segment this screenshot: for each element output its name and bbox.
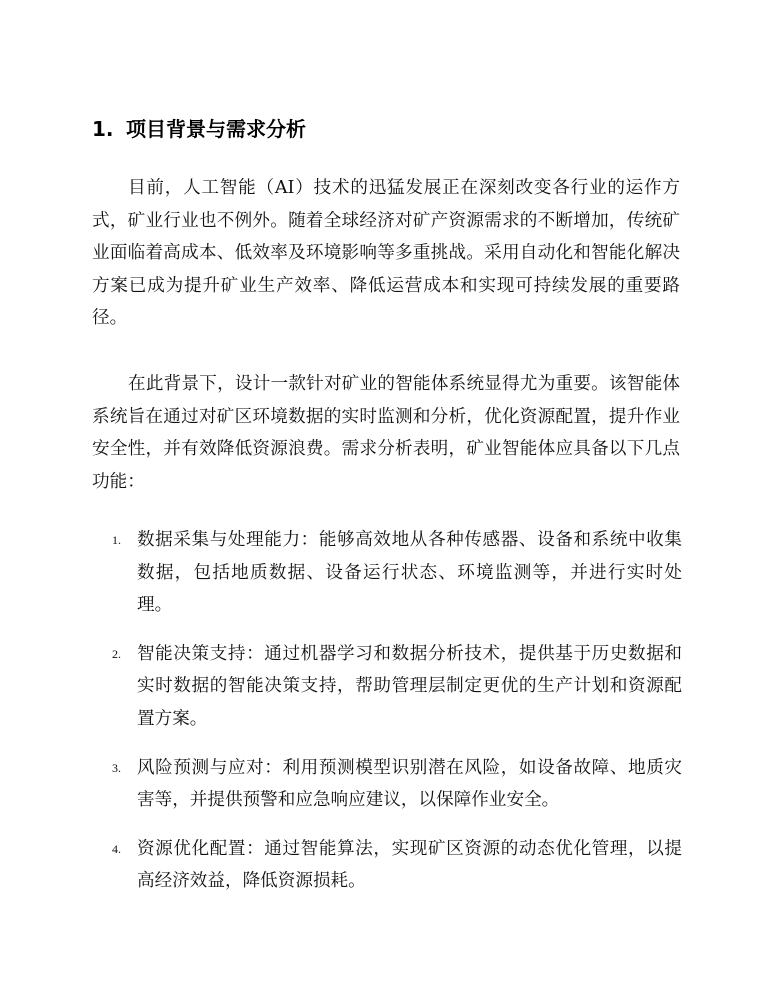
list-item — [92, 752, 682, 817]
section-number: 1. — [92, 117, 114, 141]
paragraph-requirements-intro: 在此背景下，设计一款针对矿业的智能体系统显得尤为重要。该智能体系统旨在通过对矿区环境数据的实时监测和分析，优化资源配置，提升作业安全性，并有效降低资源浪费。需求分析表明，矿业智能体应具备以下几点功能： — [92, 374, 680, 492]
list-marker: 4. — [112, 841, 121, 856]
list-item-text: 智能决策支持：通过机器学习和数据分析技术，提供基于历史数据和实时数据的智能决策支持，帮助管理层制定更优的生产计划和资源配置方案。 — [137, 643, 682, 729]
list-item-text: 风险预测与应对：利用预测模型识别潜在风险，如设备故障、地质灾害等，并提供预警和应急响应建议，以保障作业安全。 — [137, 757, 682, 811]
list-item — [92, 833, 682, 898]
list-item-text: 数据采集与处理能力：能够高效地从各种传感器、设备和系统中收集数据，包括地质数据、设备运行状态、环境监测等，并进行实时处理。 — [137, 530, 682, 616]
paragraph-background: 目前，人工智能（AI）技术的迅猛发展正在深刻改变各行业的运作方式，矿业行业也不例外。随着全球经济对矿产资源需求的不断增加，传统矿业面临着高成本、低效率及环境影响等多重挑战。采用自动化和智能化解决方案已成为提升矿业生产效率、降低运营成本和实现可持续发展的重要路径。 — [92, 178, 680, 329]
section-heading — [92, 114, 306, 144]
list-marker: 2. — [112, 646, 121, 661]
list-marker: 3. — [112, 760, 121, 775]
list-marker: 1. — [112, 533, 121, 547]
function-list — [92, 524, 682, 898]
section-title: 项目背景与需求分析 — [126, 117, 306, 141]
list-item — [92, 638, 682, 736]
list-item-text: 资源优化配置：通过智能算法，实现矿区资源的动态优化管理，以提高经济效益，降低资源损耗。 — [137, 838, 682, 892]
list-item — [92, 524, 682, 622]
